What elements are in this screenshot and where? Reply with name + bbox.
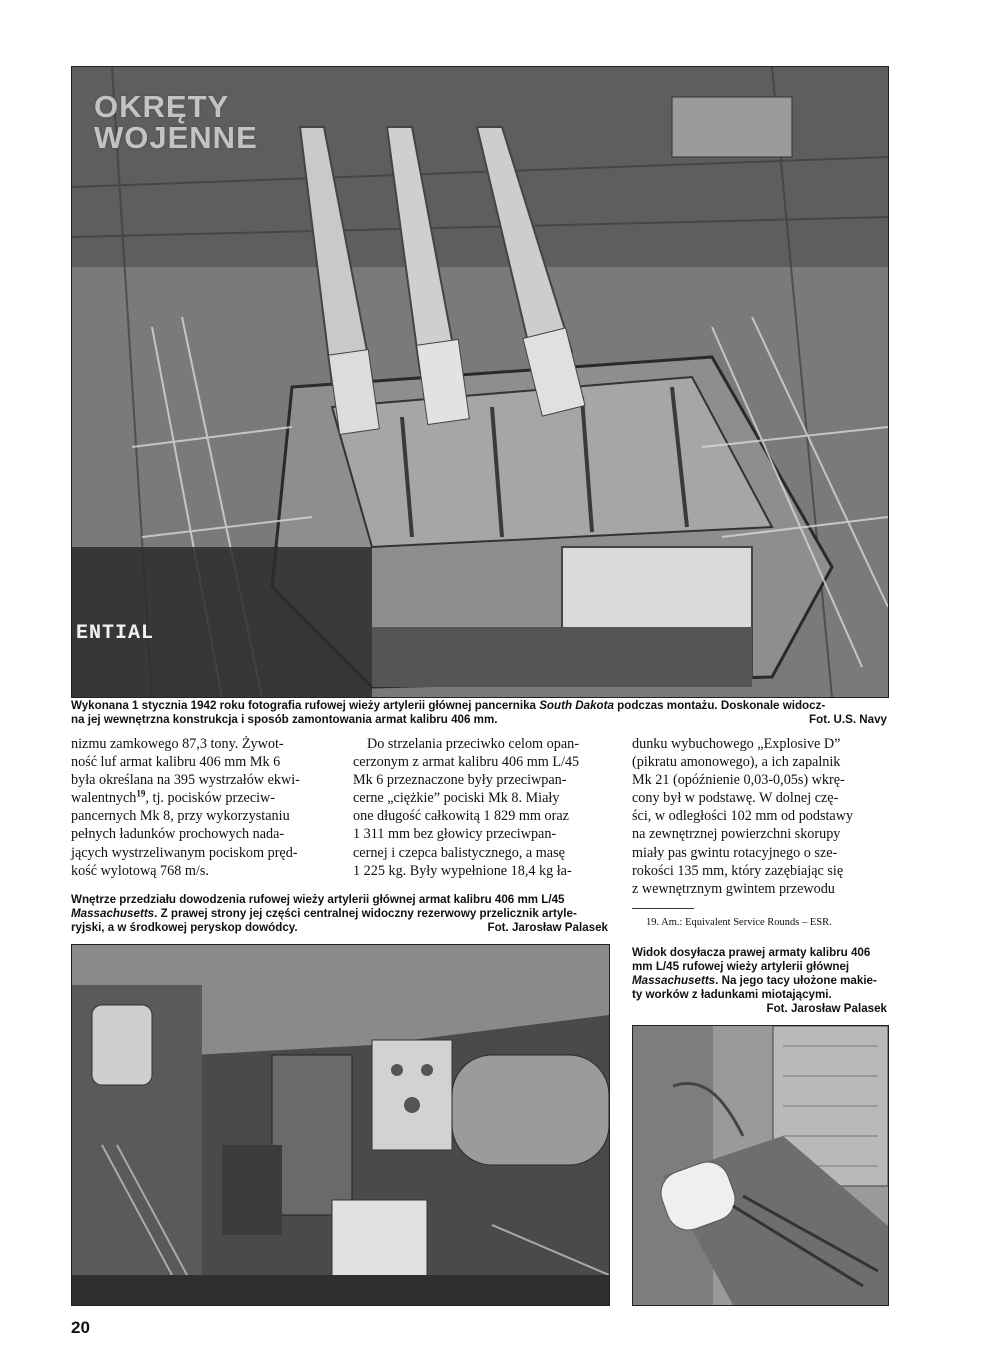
footnote-text: 19. Am.: Equivalent Service Rounds – ESR.	[646, 917, 832, 928]
page-number: 20	[71, 1318, 90, 1337]
rammer-illustration	[633, 1026, 888, 1305]
col1-line: ność luf armat kalibru 406 mm Mk 6	[71, 754, 281, 771]
col2-line: Do strzelania przeciwko celom opan-	[367, 736, 579, 752]
watermark-line-2: WOJENNE	[94, 120, 258, 155]
stencil-line-1: ENTIAL	[76, 622, 155, 645]
col2-line: cernej i czepca balistycznego, a masę	[353, 844, 565, 861]
col3-line: na zewnętrznej powierzchni skorupy	[632, 826, 841, 843]
top-caption-text-c: na jej wewnętrzna konstrukcja i sposób zamontowania armat kalibru 406 mm.	[71, 713, 498, 726]
col3-line: cony był w podstawę. W dolnej czę-	[632, 790, 839, 807]
text-column-1	[71, 735, 339, 880]
right-caption-line-2: mm L/45 rufowej wieży artylerii głównej	[632, 960, 850, 973]
turret-assembly-photo	[71, 66, 889, 698]
top-caption-ship-name: South Dakota	[539, 699, 614, 712]
col2-line: Mk 6 przeznaczone były przeciwpan-	[353, 772, 567, 789]
right-photo-caption	[632, 946, 887, 1016]
text-column-3	[632, 735, 888, 898]
left-caption-ship-name: Massachusetts	[71, 907, 155, 920]
col2-line: 1 311 mm bez głowicy przeciwpan-	[353, 826, 557, 843]
col3-line: z wewnętrznym gwintem przewodu	[632, 880, 835, 897]
right-caption-line-3: Massachusetts. Na jego tacy ułożone makie-	[632, 974, 877, 987]
left-photo-credit: Fot. Jarosław Palasek	[487, 921, 608, 934]
left-caption-line-1: Wnętrze przedziału dowodzenia rufowej wieży artylerii głównej armat kalibru 406 mm L/45	[71, 893, 565, 906]
rammer-photo	[632, 1025, 889, 1306]
col3-line: rokości 135 mm, który zazębiając się	[632, 862, 844, 879]
left-photo-caption	[71, 893, 608, 935]
footnote-divider	[632, 908, 694, 909]
top-photo-caption	[71, 699, 887, 727]
col3-line: (pikratu amonowego), a ich zapalnik	[632, 754, 841, 771]
col1-line: kość wylotową 768 m/s.	[71, 862, 209, 879]
right-photo-credit: Fot. Jarosław Palasek	[766, 1002, 887, 1015]
col3-line: ści, w odległości 102 mm od podstawy	[632, 808, 854, 825]
footnote-ref[interactable]: 19	[136, 788, 146, 799]
col3-line: miały pas gwintu rotacyjnego o sze-	[632, 844, 838, 861]
col1-line: pancernych Mk 8, przy wykorzystaniu	[71, 808, 290, 825]
top-caption-line-2	[71, 713, 887, 727]
right-caption-line-4: ty worków z ładunkami miotającymi.	[632, 988, 832, 1001]
col1-line: jących wystrzeliwanym pociskom pręd-	[71, 844, 298, 861]
text-column-2	[353, 735, 621, 880]
col1-line: nizmu zamkowego 87,3 tony. Żywot-	[71, 736, 284, 752]
right-caption-line-1: Widok dosyłacza prawej armaty kalibru 406	[632, 946, 871, 959]
top-caption-line-1	[71, 699, 887, 713]
col3-line: Mk 21 (opóźnienie 0,03-0,05s) wkrę-	[632, 772, 845, 789]
command-compartment-photo	[71, 944, 610, 1306]
watermark-line-1: OKRĘTY	[94, 89, 230, 124]
col1-line: walentnych$^{19}$, tj. pocisków przeciw-	[71, 788, 276, 807]
top-caption-text-a: Wykonana 1 stycznia 1942 roku fotografia rufowej wieży artylerii głównej pancernika	[71, 699, 540, 712]
left-caption-line-2: Massachusetts. Z prawej strony jej części centralnej widoczny rezerwowy przelicznik artyle-	[71, 907, 577, 920]
col2-line: 1 225 kg. Były wypełnione 18,4 kg ła-	[353, 862, 572, 879]
top-caption-text-b: podczas montażu. Doskonale widocz-	[613, 699, 826, 712]
magazine-watermark-logo	[94, 91, 258, 153]
top-photo-credit: Fot. U.S. Navy	[809, 713, 887, 726]
right-caption-ship-name: Massachusetts	[632, 974, 716, 987]
col1-line: była określana na 395 wystrzałów ekwi-	[71, 772, 300, 789]
command-compartment-illustration	[72, 945, 609, 1305]
col3-line: dunku wybuchowego „Explosive D”	[632, 736, 841, 752]
col1-line: pełnych ładunków prochowych nada-	[71, 826, 285, 843]
photo-stencil-text	[76, 569, 336, 698]
col2-line: cerne „ciężkie” pociski Mk 8. Miały	[353, 790, 560, 807]
col2-line: one długość całkowitą 1 829 mm oraz	[353, 808, 569, 825]
left-caption-line-3: ryjski, a w środkowej peryskop dowódcy. Fot. Jarosław Palasek	[71, 921, 608, 934]
col2-line: cerzonym z armat kalibru 406 mm L/45	[353, 754, 580, 771]
